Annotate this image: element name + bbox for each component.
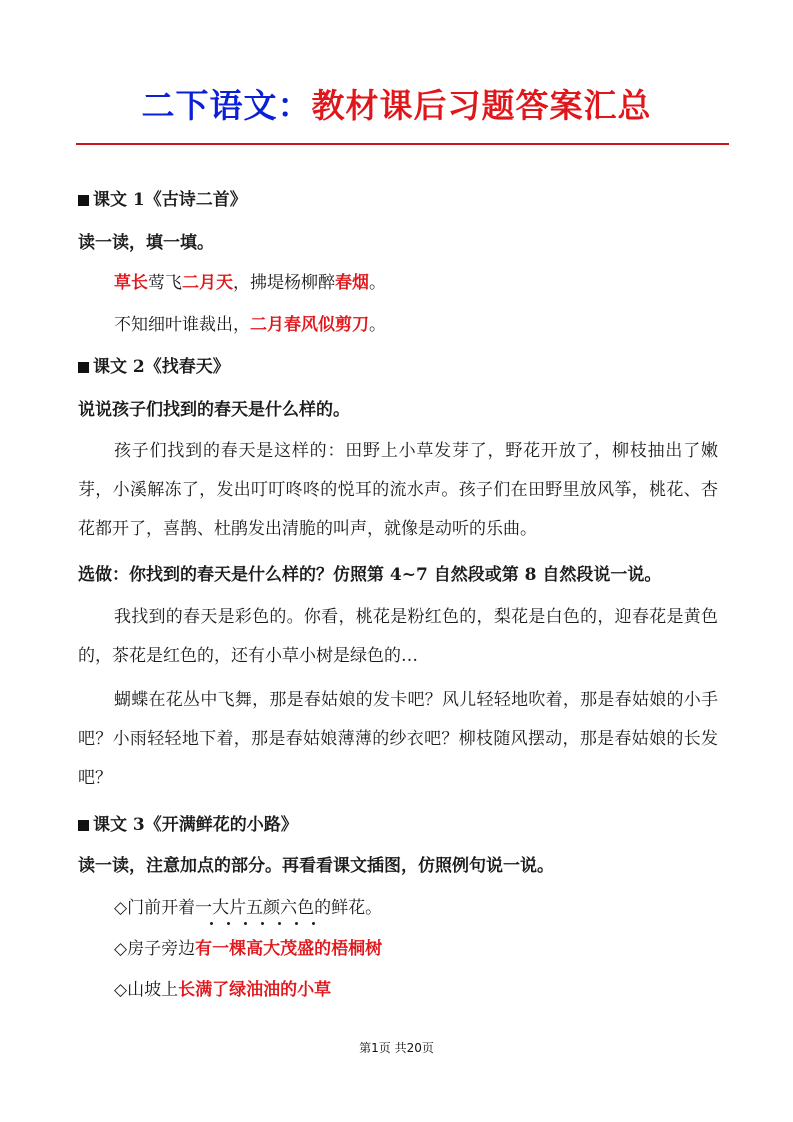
lesson3-task: 读一读，注意加点的部分。再看看课文插图，仿照例句说一说。: [78, 856, 554, 876]
lesson2-heading-text: 课文 2《找春天》: [93, 357, 230, 377]
lesson1-answer-line1: [114, 268, 717, 298]
lesson2-answer: 孩子们找到的春天是这样的：田野上小草发芽了，野花开放了，柳枝抽出了嫩芽，小溪解冻了，发出叮叮咚咚的悦耳的流水声。孩子们在田野里放风筝，桃花、杏花都开了，喜鹊、杜鹃发出清脆的叫声，就像是动听的乐曲。: [78, 441, 718, 539]
answer-fill: 草长: [114, 273, 148, 293]
emphasis-dot: [312, 922, 315, 925]
emphasis-dot: [210, 922, 213, 925]
lesson3-heading: [78, 810, 717, 840]
title-part-2: 教材课后习题答案汇总: [311, 86, 652, 125]
static-text: ◇房子旁边: [114, 939, 196, 959]
static-text: 不知细叶谁裁出，: [114, 315, 250, 335]
lesson3-example: [114, 893, 793, 923]
lesson3-answer3: [114, 975, 717, 1005]
emphasis-dot: [261, 922, 264, 925]
square-bullet-icon: [78, 820, 89, 831]
lesson3-answer2: [114, 934, 717, 964]
static-text: ◇山坡上: [114, 980, 179, 1000]
emphasis-dot: [295, 922, 298, 925]
lesson1-task: 读一读，填一填。: [78, 233, 214, 253]
lesson2-optional-answer2: 蝴蝶在花丛中飞舞，那是春姑娘的发卡吧？风儿轻轻地吹着，那是春姑娘的小手吧？小雨轻轻地下着，那是春姑娘薄薄的纱衣吧？柳枝随风摆动，那是春姑娘的长发吧？: [78, 690, 718, 788]
lesson3-heading-text: 课文 3《开满鲜花的小路》: [93, 815, 298, 835]
answer-fill: 二月天: [182, 273, 233, 293]
page-number: 第1页 共20页: [359, 1041, 434, 1055]
answer-fill: 长满了绿油油的小草: [178, 980, 332, 1000]
answer-fill: 有一棵高大茂盛的梧桐树: [195, 939, 383, 959]
title-part-1: 二下语文：: [141, 86, 312, 125]
static-text: ，拂堤杨柳醉: [233, 273, 335, 293]
emphasis-dot: [278, 922, 281, 925]
static-text: 。: [369, 273, 386, 293]
lesson1-heading-text: 课文 1《古诗二首》: [93, 190, 247, 210]
lesson1-heading: [78, 185, 717, 215]
emphasis-dot: [244, 922, 247, 925]
page-title: [0, 80, 793, 132]
lesson2-task: 说说孩子们找到的春天是什么样的。: [78, 400, 350, 420]
title-divider: [76, 143, 729, 145]
static-text: 。: [369, 315, 386, 335]
square-bullet-icon: [78, 362, 89, 373]
emphasis-dot: [227, 922, 230, 925]
lesson1-answer-line2: [114, 310, 717, 340]
lesson2-optional-task: 选做：你找到的春天是什么样的？仿照第 4~7 自然段或第 8 自然段说一说。: [78, 565, 662, 585]
answer-fill: 二月春风似剪刀: [250, 315, 369, 335]
example-sentence: ◇门前开着一大片五颜六色的鲜花。: [114, 898, 383, 918]
lesson2-heading: [78, 352, 717, 382]
answer-fill: 春烟: [335, 273, 369, 293]
square-bullet-icon: [78, 195, 89, 206]
lesson2-optional-answer1: 我找到的春天是彩色的。你看，桃花是粉红色的，梨花是白色的，迎春花是黄色的，茶花是红色的，还有小草小树是绿色的…: [78, 607, 718, 666]
static-text: 莺飞: [148, 273, 182, 293]
